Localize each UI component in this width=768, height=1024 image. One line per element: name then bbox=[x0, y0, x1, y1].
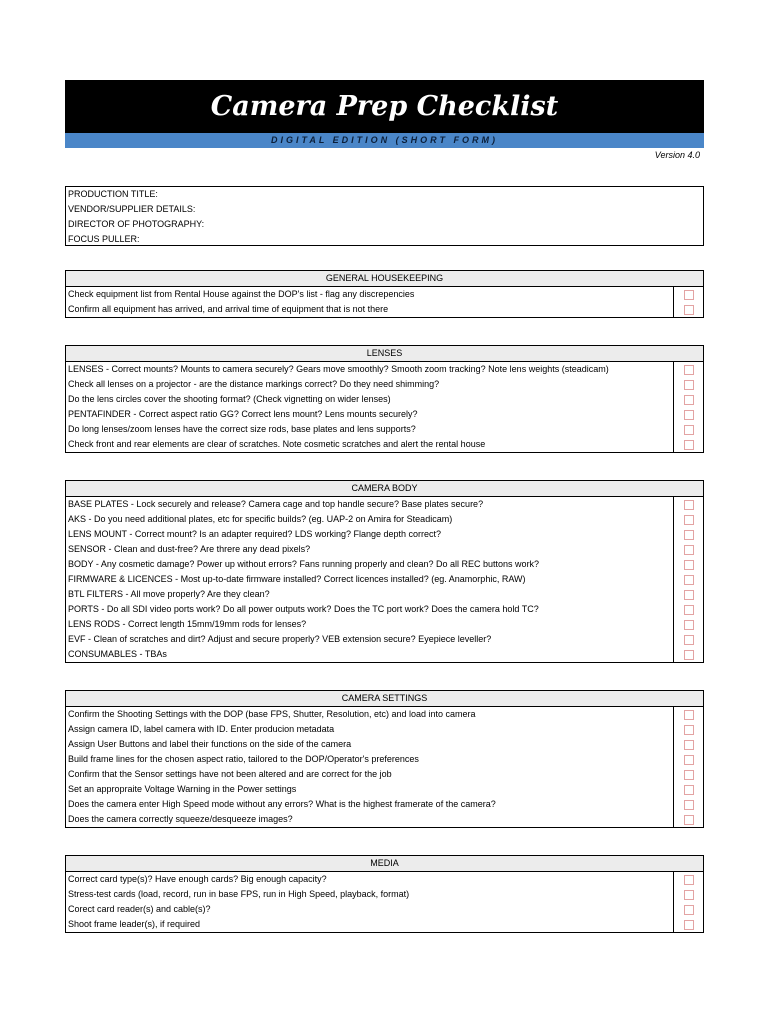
checkbox[interactable] bbox=[684, 905, 694, 915]
section-media bbox=[65, 855, 704, 933]
checklist-item-text: Stress-test cards (load, record, run in base FPS, run in High Speed, playback, format) bbox=[66, 887, 674, 902]
checkbox[interactable] bbox=[684, 650, 694, 660]
checklist-item-text: BASE PLATES - Lock securely and release? Camera cage and top handle secure? Base plates secure? bbox=[66, 497, 674, 512]
checkbox[interactable] bbox=[684, 590, 694, 600]
checklist-row bbox=[66, 812, 703, 827]
checklist-row bbox=[66, 362, 703, 377]
checkbox[interactable] bbox=[684, 920, 694, 930]
checkbox[interactable] bbox=[684, 425, 694, 435]
checklist-item-text: Check front and rear elements are clear of scratches. Note cosmetic scratches and alert the rental house bbox=[66, 437, 674, 452]
checklist-item-text: BODY - Any cosmetic damage? Power up without errors? Fans running properly and clean? Do all REC buttons work? bbox=[66, 557, 674, 572]
page-title: Camera Prep Checklist bbox=[65, 80, 704, 133]
checklist-item-text: Does the camera enter High Speed mode without any errors? What is the highest framerate of the camera? bbox=[66, 797, 674, 812]
production-title-field[interactable]: PRODUCTION TITLE: bbox=[68, 189, 158, 199]
checkbox[interactable] bbox=[684, 755, 694, 765]
checklist-row bbox=[66, 587, 703, 602]
checkbox-cell bbox=[674, 707, 703, 722]
checkbox-cell bbox=[674, 647, 703, 662]
checkbox[interactable] bbox=[684, 575, 694, 585]
checkbox[interactable] bbox=[684, 725, 694, 735]
checklist-row bbox=[66, 287, 703, 302]
page-subtitle: DIGITAL EDITION (SHORT FORM) bbox=[65, 133, 704, 148]
checklist-item-text: Assign User Buttons and label their functions on the side of the camera bbox=[66, 737, 674, 752]
section-general-housekeeping bbox=[65, 270, 704, 318]
checkbox-cell bbox=[674, 497, 703, 512]
checklist-row bbox=[66, 722, 703, 737]
checklist-item-text: Shoot frame leader(s), if required bbox=[66, 917, 674, 932]
checkbox-cell bbox=[674, 722, 703, 737]
checklist-item-text: Correct card type(s)? Have enough cards? Big enough capacity? bbox=[66, 872, 674, 887]
checkbox[interactable] bbox=[684, 515, 694, 525]
checkbox[interactable] bbox=[684, 815, 694, 825]
checklist-item-text: FIRMWARE & LICENCES - Most up-to-date firmware installed? Correct licences installed? (eg. Anamorphic, RAW) bbox=[66, 572, 674, 587]
checkbox-cell bbox=[674, 542, 703, 557]
section-camera-body bbox=[65, 480, 704, 663]
checklist-item-text: Do the lens circles cover the shooting format? (Check vignetting on wider lenses) bbox=[66, 392, 674, 407]
checklist-row bbox=[66, 602, 703, 617]
checkbox-cell bbox=[674, 437, 703, 452]
checklist-row bbox=[66, 422, 703, 437]
checklist-item-text: Do long lenses/zoom lenses have the correct size rods, base plates and lens supports? bbox=[66, 422, 674, 437]
section-header: GENERAL HOUSEKEEPING bbox=[66, 271, 703, 287]
section-lenses bbox=[65, 345, 704, 453]
checkbox-cell bbox=[674, 422, 703, 437]
checkbox-cell bbox=[674, 557, 703, 572]
checkbox[interactable] bbox=[684, 770, 694, 780]
checklist-row bbox=[66, 782, 703, 797]
checklist-row bbox=[66, 632, 703, 647]
checkbox-cell bbox=[674, 362, 703, 377]
checkbox[interactable] bbox=[684, 290, 694, 300]
checkbox-cell bbox=[674, 767, 703, 782]
checklist-row bbox=[66, 527, 703, 542]
checklist-row bbox=[66, 392, 703, 407]
checklist-item-text: Check equipment list from Rental House against the DOP's list - flag any discrepencies bbox=[66, 287, 674, 302]
checkbox[interactable] bbox=[684, 740, 694, 750]
version-label: Version 4.0 bbox=[654, 150, 700, 160]
checkbox[interactable] bbox=[684, 365, 694, 375]
checklist-row bbox=[66, 377, 703, 392]
checkbox[interactable] bbox=[684, 305, 694, 315]
checklist-item-text: Corect card reader(s) and cable(s)? bbox=[66, 902, 674, 917]
checklist-item-text: Check all lenses on a projector - are the distance markings correct? Do they need shimming? bbox=[66, 377, 674, 392]
section-camera-settings bbox=[65, 690, 704, 828]
checkbox-cell bbox=[674, 302, 703, 317]
checklist-item-text: BTL FILTERS - All move properly? Are they clean? bbox=[66, 587, 674, 602]
dop-field[interactable]: DIRECTOR OF PHOTOGRAPHY: bbox=[68, 219, 205, 229]
checklist-row bbox=[66, 512, 703, 527]
checkbox[interactable] bbox=[684, 500, 694, 510]
checkbox[interactable] bbox=[684, 410, 694, 420]
checkbox[interactable] bbox=[684, 635, 694, 645]
checkbox[interactable] bbox=[684, 440, 694, 450]
checklist-row bbox=[66, 572, 703, 587]
checklist-item-text: Does the camera correctly squeeze/desqueeze images? bbox=[66, 812, 674, 827]
checkbox[interactable] bbox=[684, 710, 694, 720]
checkbox-cell bbox=[674, 872, 703, 887]
checklist-row bbox=[66, 797, 703, 812]
checkbox-cell bbox=[674, 752, 703, 767]
checkbox[interactable] bbox=[684, 785, 694, 795]
checklist-row bbox=[66, 752, 703, 767]
checklist-row bbox=[66, 647, 703, 662]
checklist-item-text: Confirm all equipment has arrived, and arrival time of equipment that is not there bbox=[66, 302, 674, 317]
checklist-row bbox=[66, 872, 703, 887]
section-header: MEDIA bbox=[66, 856, 703, 872]
checklist-item-text: SENSOR - Clean and dust-free? Are threre any dead pixels? bbox=[66, 542, 674, 557]
checklist-row bbox=[66, 737, 703, 752]
checklist-item-text: Build frame lines for the chosen aspect ratio, tailored to the DOP/Operator's preferences bbox=[66, 752, 674, 767]
checklist-item-text: PORTS - Do all SDI video ports work? Do all power outputs work? Does the TC port work? Does the camera hold TC? bbox=[66, 602, 674, 617]
checklist-item-text: AKS - Do you need additional plates, etc for specific builds? (eg. UAP-2 on Amira for Steadicam) bbox=[66, 512, 674, 527]
checklist-item-text: CONSUMABLES - TBAs bbox=[66, 647, 674, 662]
checklist-row bbox=[66, 437, 703, 452]
checklist-row bbox=[66, 407, 703, 422]
checklist-item-text: Confirm that the Sensor settings have not been altered and are correct for the job bbox=[66, 767, 674, 782]
checkbox-cell bbox=[674, 812, 703, 827]
checkbox-cell bbox=[674, 527, 703, 542]
checklist-item-text: EVF - Clean of scratches and dirt? Adjust and secure properly? VEB extension secure? Eyepiece leveller? bbox=[66, 632, 674, 647]
checkbox-cell bbox=[674, 617, 703, 632]
checkbox[interactable] bbox=[684, 380, 694, 390]
checklist-row bbox=[66, 617, 703, 632]
checklist-item-text: LENS RODS - Correct length 15mm/19mm rods for lenses? bbox=[66, 617, 674, 632]
checkbox-cell bbox=[674, 632, 703, 647]
checklist-item-text: LENS MOUNT - Correct mount? Is an adapter required? LDS working? Flange depth correct? bbox=[66, 527, 674, 542]
focus-puller-field[interactable]: FOCUS PULLER: bbox=[68, 234, 140, 244]
checklist-item-text: PENTAFINDER - Correct aspect ratio GG? Correct lens mount? Lens mounts securely? bbox=[66, 407, 674, 422]
checkbox-cell bbox=[674, 902, 703, 917]
checkbox-cell bbox=[674, 917, 703, 932]
checkbox-cell bbox=[674, 377, 703, 392]
section-header: CAMERA SETTINGS bbox=[66, 691, 703, 707]
checklist-row bbox=[66, 902, 703, 917]
checklist-row bbox=[66, 497, 703, 512]
checklist-row bbox=[66, 302, 703, 317]
checkbox[interactable] bbox=[684, 545, 694, 555]
checklist-row bbox=[66, 542, 703, 557]
checkbox-cell bbox=[674, 782, 703, 797]
checkbox-cell bbox=[674, 602, 703, 617]
production-info-box bbox=[65, 186, 704, 246]
checkbox-cell bbox=[674, 797, 703, 812]
checkbox-cell bbox=[674, 587, 703, 602]
section-header: CAMERA BODY bbox=[66, 481, 703, 497]
checkbox[interactable] bbox=[684, 560, 694, 570]
checkbox-cell bbox=[674, 887, 703, 902]
checkbox-cell bbox=[674, 737, 703, 752]
checkbox[interactable] bbox=[684, 890, 694, 900]
vendor-details-field[interactable]: VENDOR/SUPPLIER DETAILS: bbox=[68, 204, 196, 214]
section-header: LENSES bbox=[66, 346, 703, 362]
checklist-row bbox=[66, 887, 703, 902]
checkbox[interactable] bbox=[684, 800, 694, 810]
checkbox-cell bbox=[674, 572, 703, 587]
checkbox[interactable] bbox=[684, 875, 694, 885]
checkbox[interactable] bbox=[684, 605, 694, 615]
checkbox-cell bbox=[674, 512, 703, 527]
checkbox[interactable] bbox=[684, 530, 694, 540]
checklist-row bbox=[66, 767, 703, 782]
checkbox[interactable] bbox=[684, 620, 694, 630]
checklist-row bbox=[66, 917, 703, 932]
checklist-row bbox=[66, 707, 703, 722]
checkbox-cell bbox=[674, 407, 703, 422]
checkbox-cell bbox=[674, 392, 703, 407]
checklist-item-text: Set an appropraite Voltage Warning in the Power settings bbox=[66, 782, 674, 797]
checklist-item-text: Assign camera ID, label camera with ID. Enter producion metadata bbox=[66, 722, 674, 737]
checklist-row bbox=[66, 557, 703, 572]
checklist-item-text: LENSES - Correct mounts? Mounts to camera securely? Gears move smoothly? Smooth zoom tracking? Note lens weights (steadicam) bbox=[66, 362, 674, 377]
checkbox[interactable] bbox=[684, 395, 694, 405]
checkbox-cell bbox=[674, 287, 703, 302]
checklist-item-text: Confirm the Shooting Settings with the DOP (base FPS, Shutter, Resolution, etc) and load into camera bbox=[66, 707, 674, 722]
